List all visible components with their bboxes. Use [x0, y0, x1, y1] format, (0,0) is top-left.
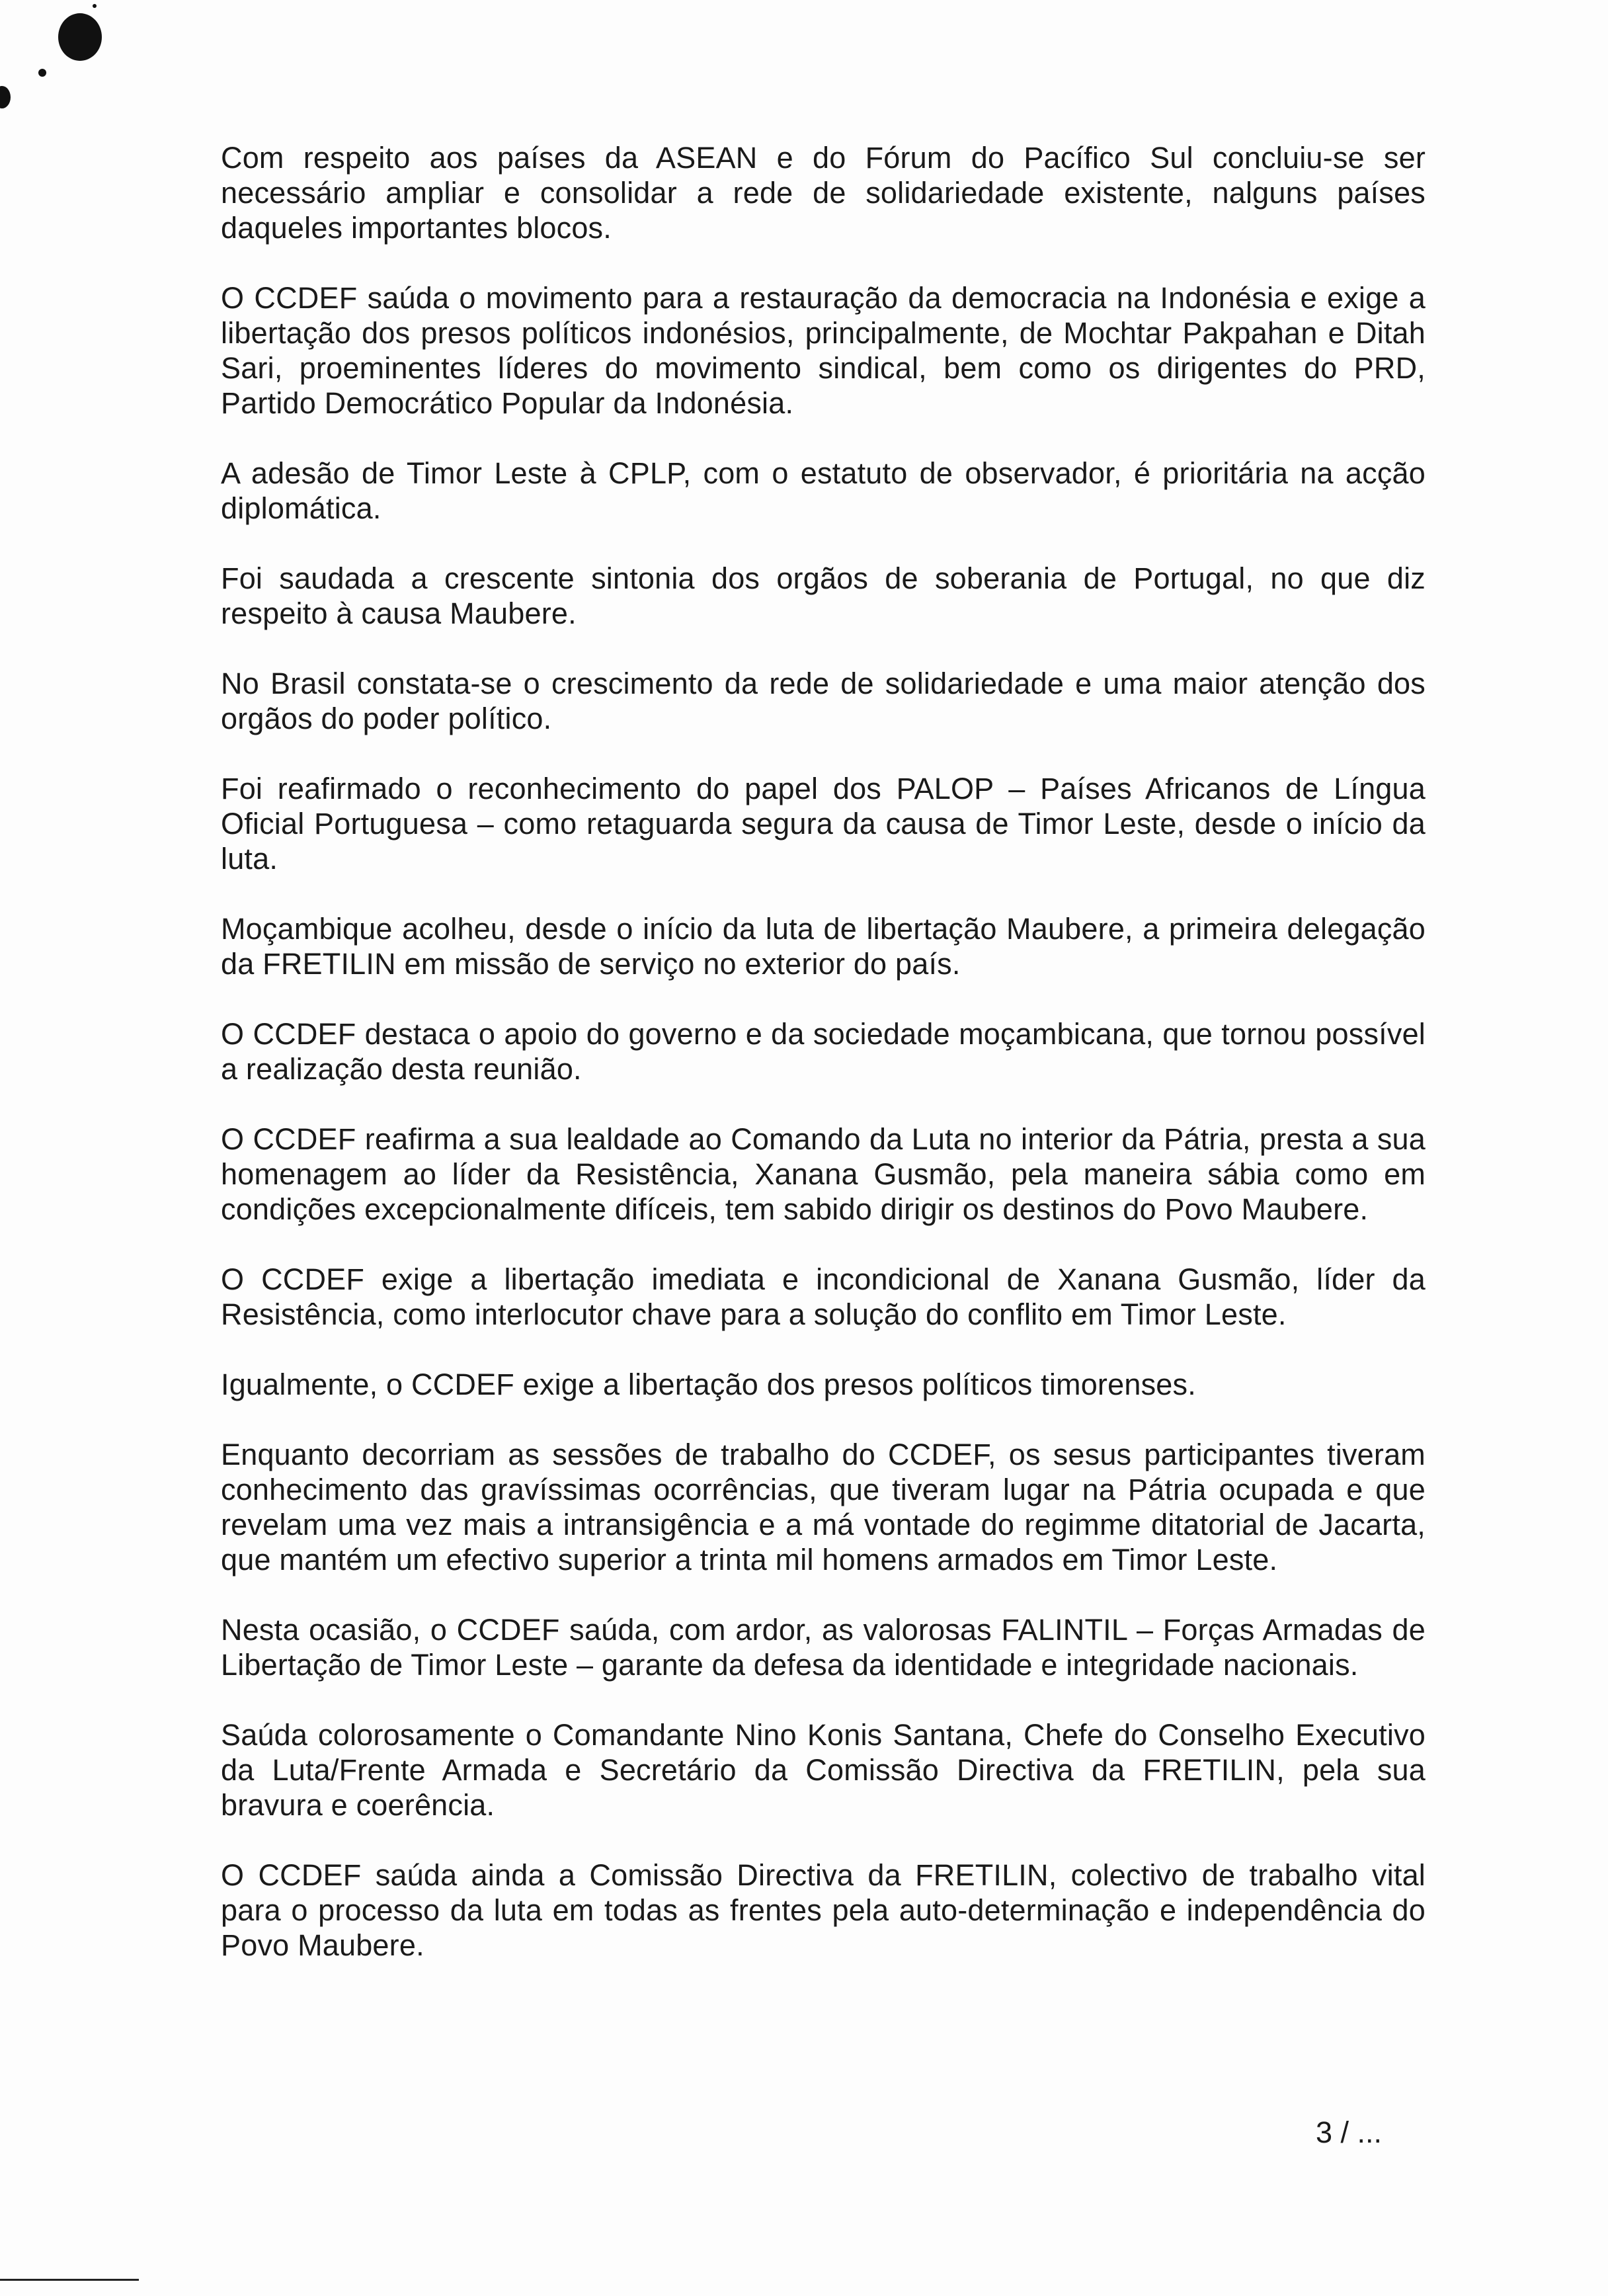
- ink-blot: [58, 13, 102, 61]
- document-body: [221, 140, 1426, 1998]
- paragraph: Moçambique acolheu, desde o início da luta de libertação Maubere, a primeira delegação da FRETILIN em missão de serviço no exterior do país.: [221, 912, 1426, 981]
- paragraph: O CCDEF saúda ainda a Comissão Directiva da FRETILIN, colectivo de trabalho vital para o processo da luta em todas as frentes pela auto-determinação e independência do Povo Maubere.: [221, 1858, 1426, 1962]
- paragraph: O CCDEF reafirma a sua lealdade ao Comando da Luta no interior da Pátria, presta a sua homenagem ao líder da Resistência, Xanana Gusmão, pela maneira sábia como em condições excepcionalmente difíceis, tem sabido dirigir os destinos do Povo Maubere.: [221, 1122, 1426, 1226]
- ink-dot: [0, 86, 11, 108]
- paragraph: A adesão de Timor Leste à CPLP, com o estatuto de observador, é prioritária na acção diplomática.: [221, 456, 1426, 525]
- paragraph: O CCDEF saúda o movimento para a restauração da democracia na Indonésia e exige a libertação dos presos políticos indonésios, principalmente, de Mochtar Pakpahan e Ditah Sari, proeminentes líderes do movimento sindical, bem como os dirigentes do PRD, Partido Democrático Popular da Indonésia.: [221, 281, 1426, 420]
- paragraph: No Brasil constata-se o crescimento da rede de solidariedade e uma maior atenção dos orgãos do poder político.: [221, 667, 1426, 735]
- bottom-divider: [0, 2279, 139, 2281]
- paragraph: Foi saudada a crescente sintonia dos orgãos de soberania de Portugal, no que diz respeito à causa Maubere.: [221, 561, 1426, 630]
- ink-dot: [93, 4, 97, 8]
- page-number: 3 / ...: [1316, 2115, 1383, 2149]
- paragraph: O CCDEF exige a libertação imediata e incondicional de Xanana Gusmão, líder da Resistência, como interlocutor chave para a solução do conflito em Timor Leste.: [221, 1262, 1426, 1331]
- paragraph: Igualmente, o CCDEF exige a libertação dos presos políticos timorenses.: [221, 1368, 1196, 1401]
- ink-dot: [38, 69, 46, 77]
- paragraph: O CCDEF destaca o apoio do governo e da sociedade moçambicana, que tornou possível a realização desta reunião.: [221, 1017, 1426, 1086]
- paragraph: Saúda colorosamente o Comandante Nino Konis Santana, Chefe do Conselho Executivo da Luta/Frente Armada e Secretário da Comissão Directiva da FRETILIN, pela sua bravura e coerência.: [221, 1718, 1426, 1822]
- paragraph: Foi reafirmado o reconhecimento do papel dos PALOP – Países Africanos de Língua Oficial Portuguesa – como retaguarda segura da causa de Timor Leste, desde o início da luta.: [221, 772, 1426, 876]
- paragraph: Nesta ocasião, o CCDEF saúda, com ardor, as valorosas FALINTIL – Forças Armadas de Libertação de Timor Leste – garante da defesa da identidade e integridade nacionais.: [221, 1613, 1426, 1682]
- paragraph: Com respeito aos países da ASEAN e do Fórum do Pacífico Sul concluiu-se ser necessário ampliar e consolidar a rede de solidariedade existente, nalguns países daqueles importantes blocos.: [221, 141, 1426, 245]
- paragraph: Enquanto decorriam as sessões de trabalho do CCDEF, os sesus participantes tiveram conhecimento das gravíssimas ocorrências, que tiveram lugar na Pátria ocupada e que revelam uma vez mais a intransigência e a má vontade do regimme ditatorial de Jacarta, que mantém um efectivo superior a trinta mil homens armados em Timor Leste.: [221, 1438, 1426, 1577]
